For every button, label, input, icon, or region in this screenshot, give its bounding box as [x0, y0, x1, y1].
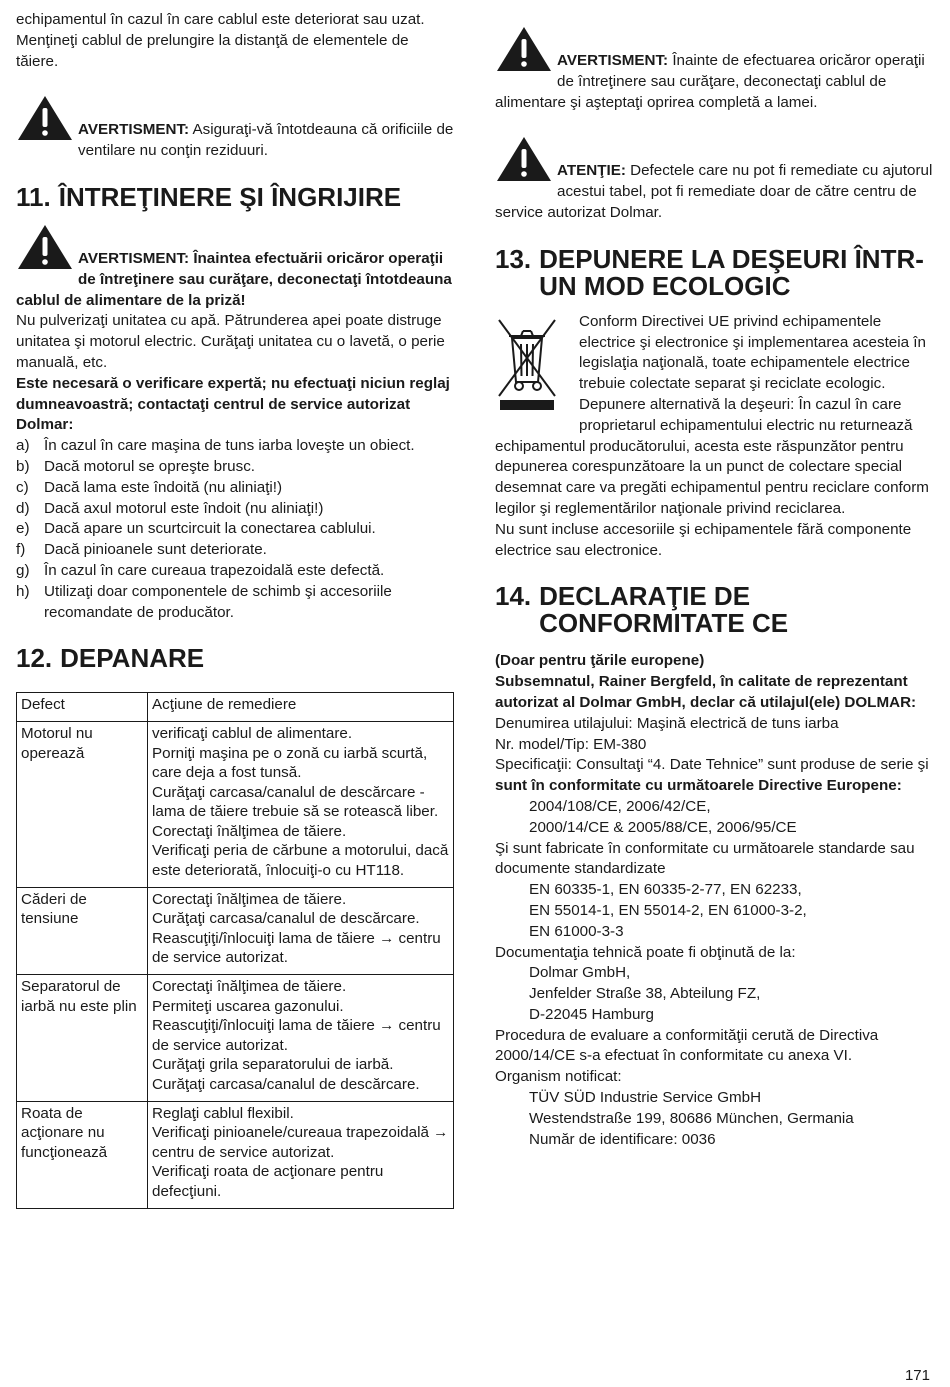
- section-14-heading: [495, 583, 933, 637]
- list-item: [16, 499, 454, 520]
- list-item-text: Dacă apare un scurtcircuit la conectarea cablului.: [44, 520, 376, 538]
- section-number: 12.: [16, 643, 53, 674]
- intro-text: echipamentul în cazul în care cablul este deteriorat sau uzat. Menţineţi cablul de prelungire la distanţă de elementele de tăiere.: [16, 11, 425, 70]
- signatory-statement: Subsemnatul, Rainer Bergfeld, în calitate de reprezentant autorizat al Dolmar GmbH, declar că utilajul(ele) DOLMAR:: [495, 673, 917, 711]
- accessories-paragraph: Nu sunt incluse accesoriile şi echipamentele fără componente electrice sau electronice.: [495, 520, 912, 559]
- defect-cell: Separatorul de iarbă nu este plin: [17, 975, 148, 1102]
- section-number: 14.: [495, 581, 532, 612]
- list-item-letter: f): [16, 541, 26, 559]
- warning-text: Înainte de efectuarea oricăror operaţii de întreţinere sau curăţare, deconectaţi cablul de alimentare şi aşteptaţi oprirea completă a lamei.: [495, 52, 925, 111]
- section-12-heading: [16, 645, 454, 672]
- notified-body-line: Număr de identificare: 0036: [529, 1130, 716, 1148]
- standard-line: EN 55014-1, EN 55014-2, EN 61000-3-2,: [529, 901, 807, 919]
- action-line: Corectaţi înălţimea de tăiere.: [152, 822, 347, 840]
- left-column: [16, 10, 454, 1209]
- address-block: [495, 963, 933, 1025]
- action-line: Corectaţi înălţimea de tăiere.: [152, 890, 347, 908]
- list-item-text: Dacă axul motorul este îndoit (nu aliniaţi!): [44, 499, 324, 517]
- list-item-text: Dacă motorul se opreşte brusc.: [44, 457, 256, 475]
- disposal-block: [495, 312, 933, 562]
- standards-list: [495, 880, 933, 942]
- warning-label: AVERTISMENT:: [557, 52, 669, 69]
- procedure-statement: Procedura de evaluare a conformităţii cerută de Directiva 2000/14/CE s-a efectuat în conformitate cu anexa VI.: [495, 1026, 879, 1065]
- action-line: Reascuţiţi/înlocuiţi lama de tăiere → centru de service autorizat.: [152, 1017, 441, 1054]
- list-item-letter: e): [16, 520, 30, 538]
- warning-triangle-icon: [495, 25, 553, 73]
- table-row: [17, 975, 454, 1102]
- section-title: DEPANARE: [60, 643, 205, 674]
- table-header-row: [17, 693, 454, 722]
- weee-crossed-bin-icon: [495, 314, 559, 414]
- warning-label: AVERTISMENT:: [78, 249, 190, 267]
- documentation-statement: Documentaţia tehnică poate fi obţinută de la:: [495, 943, 796, 961]
- table-row: [17, 721, 454, 887]
- directive-line: 2000/14/CE & 2005/88/CE, 2006/95/CE: [529, 818, 797, 836]
- standard-line: EN 60335-1, EN 60335-2-77, EN 62233,: [529, 881, 802, 899]
- warning-disconnect: [495, 23, 933, 113]
- notified-body-line: Westendstraße 199, 80686 München, Germania: [529, 1109, 854, 1127]
- action-line: Porniţi maşina pe o zonă cu iarbă scurtă, care deja a fost tunsă.: [152, 744, 428, 782]
- warning-triangle-icon: [16, 94, 74, 142]
- directive-line: 2004/108/CE, 2006/42/CE,: [529, 797, 711, 815]
- caution-service: [495, 133, 933, 223]
- check-list: [16, 436, 454, 623]
- page-number: 171: [904, 1367, 930, 1384]
- action-line: Curăţaţi carcasa/canalul de descărcare.: [152, 1076, 420, 1094]
- machine-name: Denumirea utilajului: Maşină electrică de tuns iarba: [495, 714, 839, 732]
- list-item: [16, 478, 454, 499]
- warning-label: AVERTISMENT:: [78, 121, 190, 139]
- maintenance-paragraph: Nu pulverizaţi unitatea cu apă. Pătrunderea apei poate distruge unitatea şi motorul electric. Curăţaţi unitatea cu o lavetă, o perie manuală, etc.: [16, 312, 445, 371]
- section-number: 13.: [495, 243, 532, 274]
- action-line: Curăţaţi carcasa/canalul de descărcare - lama de tăiere trebuie să se rotească liber.: [152, 783, 439, 821]
- section-number: 11.: [16, 181, 51, 212]
- column-header-defect: Defect: [17, 693, 148, 722]
- list-item-letter: b): [16, 457, 30, 475]
- section-11-heading: [16, 181, 454, 212]
- standards-statement: Şi sunt fabricate în conformitate cu următoarele standarde sau documente standardizate: [495, 839, 915, 878]
- warning-ventilation: [16, 92, 454, 162]
- list-item-text: În cazul în care maşina de tuns iarba loveşte un obiect.: [44, 437, 415, 455]
- section-title: ÎNTREŢINERE ŞI ÎNGRIJIRE: [58, 181, 402, 212]
- table-row: [17, 1101, 454, 1208]
- list-item-letter: g): [16, 561, 30, 579]
- action-line: Corectaţi înălţimea de tăiere.: [152, 978, 347, 996]
- section-title: DEPUNERE LA DEŞEURI ÎNTR-UN MOD ECOLOGIC: [539, 243, 924, 301]
- action-line: Curăţaţi grila separatorului de iarbă.: [152, 1056, 394, 1074]
- list-item-text: Dacă lama este îndoită (nu aliniaţi!): [44, 478, 283, 496]
- warning-triangle-icon: [16, 223, 74, 271]
- notified-body-label: Organism notificat:: [495, 1068, 622, 1086]
- list-item-letter: c): [16, 478, 29, 496]
- defect-cell: Motorul nu operează: [17, 721, 148, 887]
- address-line: Jenfelder Straße 38, Abteilung FZ,: [529, 985, 761, 1003]
- list-item: [16, 582, 454, 624]
- list-item: [16, 436, 454, 457]
- list-item: [16, 457, 454, 478]
- list-item-letter: a): [16, 437, 30, 455]
- address-line: D-22045 Hamburg: [529, 1005, 654, 1023]
- troubleshooting-table: [16, 692, 454, 1208]
- caution-label: ATENŢIE:: [557, 162, 626, 180]
- action-line: Reascuţiţi/înlocuiţi lama de tăiere → centru de service autorizat.: [152, 929, 441, 967]
- action-line: Verificaţi pinioanele/cureaua trapezoidală → centru de service autorizat.: [152, 1124, 449, 1161]
- warning-triangle-icon: [495, 135, 553, 183]
- action-line: Verificaţi roata de acţionare pentru defecţiuni.: [152, 1163, 384, 1200]
- action-line: verificaţi cablul de alimentare.: [152, 724, 353, 742]
- disposal-paragraph: Conform Directivei UE privind echipamentele electrice şi electronice şi implementarea acesteia în legislaţia naţională, toate echipamentele electrice trebuie colectate separat şi reciclate ecologic. Depunere alternativă la deşeuri: În cazul în care proprietarul echipamentului electric nu returnează echipamentul producătorului, acesta este răspunzător pentru depunerea corespunzătoare la un punct de colectare special desemnat care va pregăti echipamentul pentru reciclare conform legilor şi reglementărilor naţionale privind reciclarea.: [495, 312, 929, 517]
- action-cell: [148, 975, 454, 1102]
- warning-text: Înaintea efectuării oricăror operaţii de întreţinere sau curăţare, deconectaţi întotdeauna cablul de alimentare de la priză!: [16, 249, 452, 309]
- action-line: Verificaţi peria de cărbune a motorului, dacă este deteriorată, înlocuiţi-o cu HT118.: [152, 842, 449, 880]
- section-title: DECLARAŢIE DE CONFORMITATE CE: [539, 581, 789, 639]
- list-item-text: În cazul în care cureaua trapezoidală este defectă.: [44, 561, 385, 579]
- caution-text: Defectele care nu pot fi remediate cu ajutorul acestui tabel, pot fi remediate doar de către centru de service autorizat Dolmar.: [495, 162, 933, 221]
- directives-statement: sunt în conformitate cu următoarele Directive Europene:: [495, 777, 902, 795]
- action-cell: [148, 1101, 454, 1208]
- warning-text: Asiguraţi-vă întotdeauna că orificiile de ventilare nu conţin reziduuri.: [78, 121, 454, 160]
- directives-list: [495, 797, 933, 839]
- action-line: Permiteţi uscarea gazonului.: [152, 997, 344, 1015]
- notified-body-line: TÜV SÜD Industrie Service GmbH: [529, 1089, 762, 1107]
- right-column: [495, 10, 933, 1150]
- section-13-heading: [495, 243, 933, 301]
- standard-line: EN 61000-3-3: [529, 922, 624, 940]
- table-row: [17, 887, 454, 974]
- specifications: Specificaţii: Consultaţi “4. Date Tehnice” sunt produse de serie şi: [495, 756, 929, 774]
- defect-cell: Roata de acţionare nu funcţionează: [17, 1101, 148, 1208]
- action-line: Curăţaţi carcasa/canalul de descărcare.: [152, 910, 420, 928]
- notified-body-block: [495, 1088, 933, 1150]
- list-item-text: Dacă pinioanele sunt deteriorate.: [44, 541, 267, 559]
- declaration-block: [495, 651, 933, 1150]
- list-item: [16, 519, 454, 540]
- defect-cell: Căderi de tensiune: [17, 887, 148, 974]
- action-line: Reglaţi cablul flexibil.: [152, 1104, 294, 1122]
- list-item: [16, 561, 454, 582]
- eu-only-note: (Doar pentru ţările europene): [495, 652, 705, 670]
- model-type: Nr. model/Tip: EM-380: [495, 735, 647, 753]
- list-item-text: Utilizaţi doar componentele de schimb şi accesoriile recomandate de producător.: [44, 582, 392, 621]
- list-item-letter: h): [16, 582, 30, 600]
- action-cell: [148, 887, 454, 974]
- list-item: [16, 540, 454, 561]
- column-header-action: Acţiune de remediere: [148, 693, 454, 722]
- warning-maintenance: [16, 221, 454, 311]
- address-line: Dolmar GmbH,: [529, 964, 631, 982]
- expert-check-paragraph: Este necesară o verificare expertă; nu efectuaţi niciun reglaj dumneavoastră; contactaţi centrul de service autorizat Dolmar:: [16, 374, 450, 434]
- list-item-letter: d): [16, 499, 30, 517]
- action-cell: [148, 721, 454, 887]
